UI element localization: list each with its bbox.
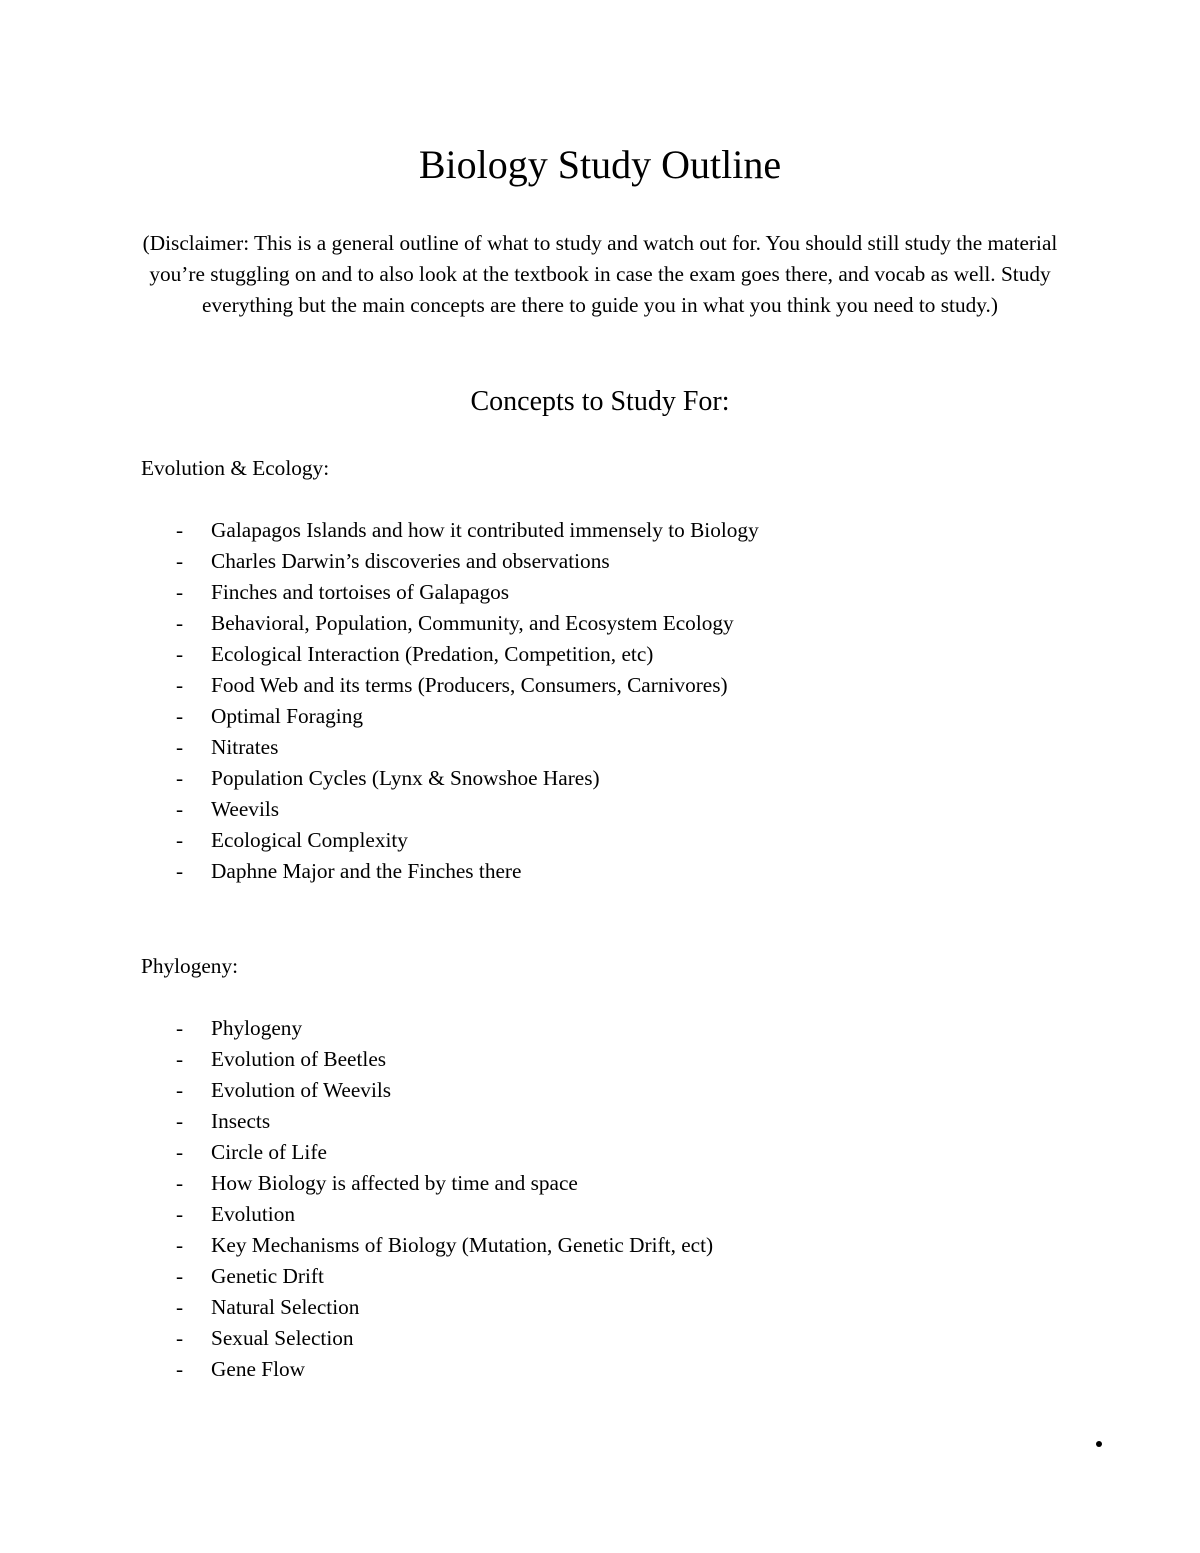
list-item-text: Key Mechanisms of Biology (Mutation, Genetic Drift, ect) xyxy=(211,1233,714,1257)
list-item xyxy=(0,1261,1200,1292)
section-label-phylogeny: Phylogeny: xyxy=(141,954,239,978)
bullet-dash: - xyxy=(176,1295,184,1319)
bullet-dash: - xyxy=(176,704,184,728)
list-item xyxy=(0,1137,1200,1168)
bullet-dash: - xyxy=(176,1357,184,1381)
list-item xyxy=(0,1354,1200,1385)
bullet-dash: - xyxy=(176,1078,184,1102)
list-item-text: Galapagos Islands and how it contributed immensely to Biology xyxy=(211,518,759,542)
bullet-dash: - xyxy=(176,580,184,604)
list-item xyxy=(0,1168,1200,1199)
list-item xyxy=(0,670,1200,701)
list-item xyxy=(0,1199,1200,1230)
bullet-dash: - xyxy=(176,1171,184,1195)
dot-mark xyxy=(1096,1441,1102,1447)
list-item xyxy=(0,1013,1200,1044)
list-item-text: Daphne Major and the Finches there xyxy=(211,859,522,883)
bullet-dash: - xyxy=(176,1016,184,1040)
list-item-text: Phylogeny xyxy=(211,1016,303,1040)
bullet-list-evolution-ecology xyxy=(0,515,1200,887)
list-item xyxy=(0,1044,1200,1075)
list-item-text: Natural Selection xyxy=(211,1295,360,1319)
bullet-dash: - xyxy=(176,828,184,852)
bullet-dash: - xyxy=(176,642,184,666)
list-item-text: Evolution of Weevils xyxy=(211,1078,392,1102)
bullet-dash: - xyxy=(176,1233,184,1257)
bullet-dash: - xyxy=(176,859,184,883)
list-item xyxy=(0,1230,1200,1261)
list-item xyxy=(0,1323,1200,1354)
concepts-heading: Concepts to Study For: xyxy=(470,386,730,417)
bullet-dash: - xyxy=(176,735,184,759)
list-item-text: Ecological Complexity xyxy=(211,828,408,852)
list-item-text: Ecological Interaction (Predation, Competition, etc) xyxy=(211,642,654,666)
list-item-text: Insects xyxy=(211,1109,271,1133)
disclaimer-paragraph: (Disclaimer: This is a general outline of what to study and watch out for. You should still study the material you’re stuggling on and to also look at the textbook in case the exam goes there, and vocab as well. Study everything but the main concepts are there to guide you in what you think you need to study.) xyxy=(142,231,1058,317)
list-item-text: Behavioral, Population, Community, and Ecosystem Ecology xyxy=(211,611,734,635)
list-item xyxy=(0,639,1200,670)
list-item xyxy=(0,577,1200,608)
list-item xyxy=(0,701,1200,732)
list-item-text: Weevils xyxy=(211,797,280,821)
bullet-dash: - xyxy=(176,1140,184,1164)
list-item-text: How Biology is affected by time and space xyxy=(211,1171,578,1195)
list-item-text: Finches and tortoises of Galapagos xyxy=(211,580,510,604)
list-item xyxy=(0,825,1200,856)
list-item-text: Evolution of Beetles xyxy=(211,1047,387,1071)
list-item xyxy=(0,794,1200,825)
list-item xyxy=(0,763,1200,794)
bullet-dash: - xyxy=(176,673,184,697)
list-item-text: Nitrates xyxy=(211,735,279,759)
bullet-dash: - xyxy=(176,611,184,635)
bullet-dash: - xyxy=(176,1202,184,1226)
list-item-text: Population Cycles (Lynx & Snowshoe Hares) xyxy=(211,766,600,790)
list-item xyxy=(0,515,1200,546)
list-item-text: Charles Darwin’s discoveries and observations xyxy=(211,549,610,573)
list-item xyxy=(0,1292,1200,1323)
bullet-dash: - xyxy=(176,797,184,821)
list-item-text: Circle of Life xyxy=(211,1140,327,1164)
list-item-text: Food Web and its terms (Producers, Consumers, Carnivores) xyxy=(211,673,728,697)
bullet-dash: - xyxy=(176,1047,184,1071)
list-item xyxy=(0,1106,1200,1137)
list-item xyxy=(0,608,1200,639)
bullet-dash: - xyxy=(176,518,184,542)
list-item-text: Optimal Foraging xyxy=(211,704,364,728)
list-item-text: Evolution xyxy=(211,1202,296,1226)
list-item-text: Gene Flow xyxy=(211,1357,306,1381)
bullet-dash: - xyxy=(176,1326,184,1350)
list-item xyxy=(0,732,1200,763)
bullet-dash: - xyxy=(176,549,184,573)
list-item-text: Sexual Selection xyxy=(211,1326,354,1350)
bullet-dash: - xyxy=(176,1109,184,1133)
list-item xyxy=(0,546,1200,577)
bullet-list-phylogeny xyxy=(0,1013,1200,1385)
list-item-text: Genetic Drift xyxy=(211,1264,324,1288)
list-item xyxy=(0,856,1200,887)
document-title: Biology Study Outline xyxy=(418,142,782,187)
bullet-dash: - xyxy=(176,1264,184,1288)
bullet-dash: - xyxy=(176,766,184,790)
list-item xyxy=(0,1075,1200,1106)
section-label-evolution-ecology: Evolution & Ecology: xyxy=(141,456,330,480)
